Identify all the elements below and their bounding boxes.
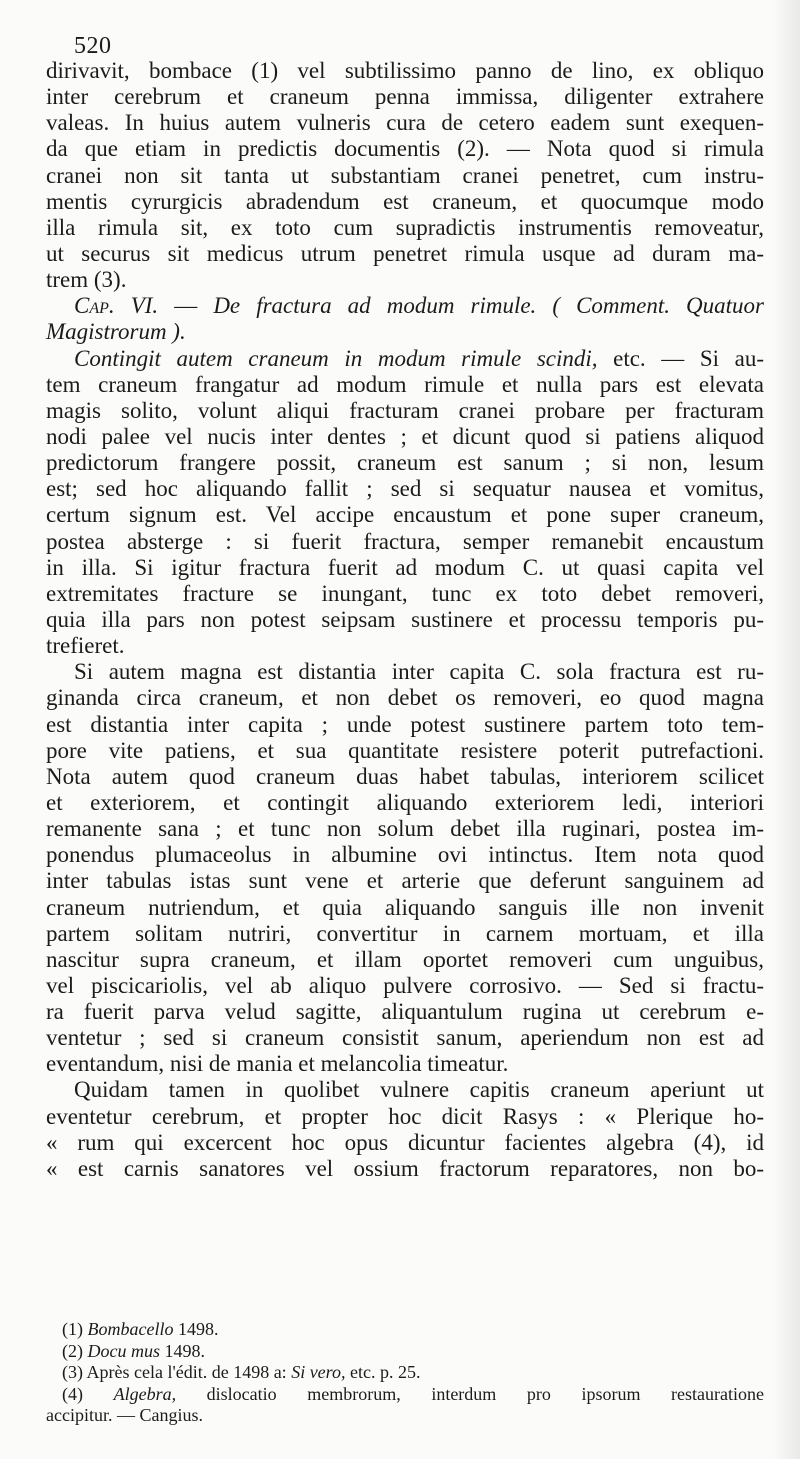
text-line: eventandum, nisi de mania et melancolia timeatur.	[46, 1051, 509, 1077]
text-line: certum signum est. Vel accipe encaustum et pone super craneum,	[46, 502, 764, 528]
page-edge-shadow	[772, 0, 800, 1459]
footnote-number: (2)	[62, 1340, 83, 1361]
text-line: postea absterge : si fuerit fractura, semper remanebit encaustum	[46, 528, 764, 554]
page-number: 520	[74, 33, 112, 59]
text-line: inter cerebrum et craneum penna immissa, diligenter extrahere	[46, 84, 764, 110]
text-line: remanente sana ; et tunc non solum debet illa ruginari, postea im-	[46, 816, 764, 842]
chapter-dash: —	[158, 293, 214, 319]
text-line: dirivavit, bombace (1) vel subtilissimo panno de lino, ex obliquo	[46, 58, 764, 83]
text-line: eventetur cerebrum, et propter hoc dicit Rasys : « Plerique ho-	[46, 1103, 764, 1129]
footnote-number: (1)	[62, 1319, 83, 1339]
text-line: da que etiam in predictis documentis (2). — Nota quod si rimula	[46, 136, 764, 162]
chapter-title-cont: Magistrorum ).	[46, 319, 186, 345]
text-line: ra fuerit parva velud sagitte, aliquantulum rugina ut cerebrum e-	[46, 999, 764, 1025]
text-line: mentis cyrurgicis abradendum est craneum, et quocumque modo	[46, 188, 764, 214]
incipit: Contingit autem craneum in modum rimule scindi,	[74, 345, 598, 371]
text-line: et exteriorem, et contingit aliquando exteriorem ledi, interiori	[46, 789, 764, 815]
text-line: Si autem magna est distantia inter capita C. sola fractura est ru-	[74, 659, 764, 685]
text-line: ut securus sit medicus utrum penetret rimula usque ad duram ma-	[46, 240, 764, 266]
text-line: nascitur supra craneum, et illam oportet removeri cum unguibus,	[46, 946, 764, 972]
footnote-text: Bombacello	[87, 1319, 174, 1339]
text-line: « rum qui excercent hoc opus dicuntur facientes algebra (4), id	[46, 1129, 764, 1155]
text-line: partem solitam nutriri, convertitur in carnem mortuam, et illa	[46, 920, 764, 946]
text-line: in illa. Si igitur fractura fuerit ad modum C. ut quasi capita vel	[46, 554, 764, 580]
text-line: est; sed hoc aliquando fallit ; sed si sequatur nausea et vomitus,	[46, 476, 764, 502]
footnote-number: (3)	[62, 1362, 83, 1382]
footnote-text: Docu mus	[87, 1340, 160, 1361]
footnote-number: (4)	[62, 1383, 83, 1404]
footnote-pre: Après cela l'édit. de 1498 a:	[83, 1362, 292, 1382]
text-line: magis solito, volunt aliqui fracturam cranei probare per fracturam	[46, 397, 764, 423]
footnote-4	[46, 1384, 764, 1406]
footnote-tail: dislocatio membrorum, interdum pro ipsorum restauratione	[176, 1383, 765, 1404]
chapter-heading	[46, 293, 764, 319]
footnote-2	[46, 1341, 764, 1363]
text-line: « est carnis sanatores vel ossium fractorum reparatores, non bo-	[46, 1155, 764, 1181]
footnote-text: Algebra,	[113, 1383, 177, 1404]
chapter-title: De fractura ad modum rimule. ( Comment. Quatuor	[213, 293, 765, 319]
text-line: ginanda circa craneum, et non debet os removeri, eo quod magna	[46, 685, 764, 711]
text-line: cranei non sit tanta ut substantiam cranei penetret, cum instru-	[46, 162, 764, 188]
paragraph-incipit-line	[46, 346, 764, 372]
body-text	[46, 58, 764, 1182]
footnote-1	[46, 1319, 764, 1341]
footnotes	[46, 1319, 764, 1427]
footnote-text: Si vero,	[291, 1362, 346, 1382]
text-line: nodi palee vel nucis inter dentes ; et dicunt quod si patiens aliquod	[46, 423, 764, 449]
text-line: pore vite patiens, et sua quantitate resistere poterit putrefactioni.	[46, 737, 764, 763]
text-line: craneum nutriendum, et quia aliquando sanguis ille non invenit	[46, 894, 764, 920]
text-line: ponendus plumaceolus in albumine ovi intinctus. Item nota quod	[46, 842, 764, 868]
text-line: Quidam tamen in quolibet vulnere capitis craneum aperiunt ut	[74, 1077, 764, 1103]
footnote-tail: 1498.	[173, 1319, 219, 1339]
footnote-tail: 1498.	[160, 1340, 205, 1361]
text-line: extremitates fracture se inungant, tunc ex toto debet removeri,	[46, 580, 764, 606]
text-line: ventetur ; sed si craneum consistit sanum, aperiendum non est ad	[46, 1025, 764, 1051]
text-line: illa rimula sit, ex toto cum supradictis instrumentis removeatur,	[46, 214, 764, 240]
footnote-4-cont: accipitur. — Cangius.	[46, 1405, 203, 1425]
text-line: quia illa pars non potest seipsam sustinere et processu temporis pu-	[46, 606, 764, 632]
text-line: Nota autem quod craneum duas habet tabulas, interiorem scilicet	[46, 763, 764, 789]
chapter-label: Cap. VI.	[74, 293, 159, 319]
text-line: vel piscicariolis, vel ab aliquo pulvere corrosivo. — Sed si fractu-	[46, 972, 764, 998]
incipit-tail: etc. — Si au-	[597, 345, 765, 371]
footnote-tail: etc. p. 25.	[345, 1362, 421, 1382]
text-line: inter tabulas istas sunt vene et arterie que deferunt sanguinem ad	[46, 868, 764, 894]
text-line: est distantia inter capita ; unde potest sustinere partem toto tem-	[46, 711, 764, 737]
text-line: valeas. In huius autem vulneris cura de cetero eadem sunt exequen-	[46, 110, 764, 136]
text-line: predictorum frangere possit, craneum est sanum ; si non, lesum	[46, 450, 764, 476]
footnote-3	[46, 1362, 764, 1384]
text-line: trefieret.	[46, 633, 125, 659]
text-line: tem craneum frangatur ad modum rimule et nulla pars est elevata	[46, 371, 764, 397]
text-line: trem (3).	[46, 267, 127, 293]
